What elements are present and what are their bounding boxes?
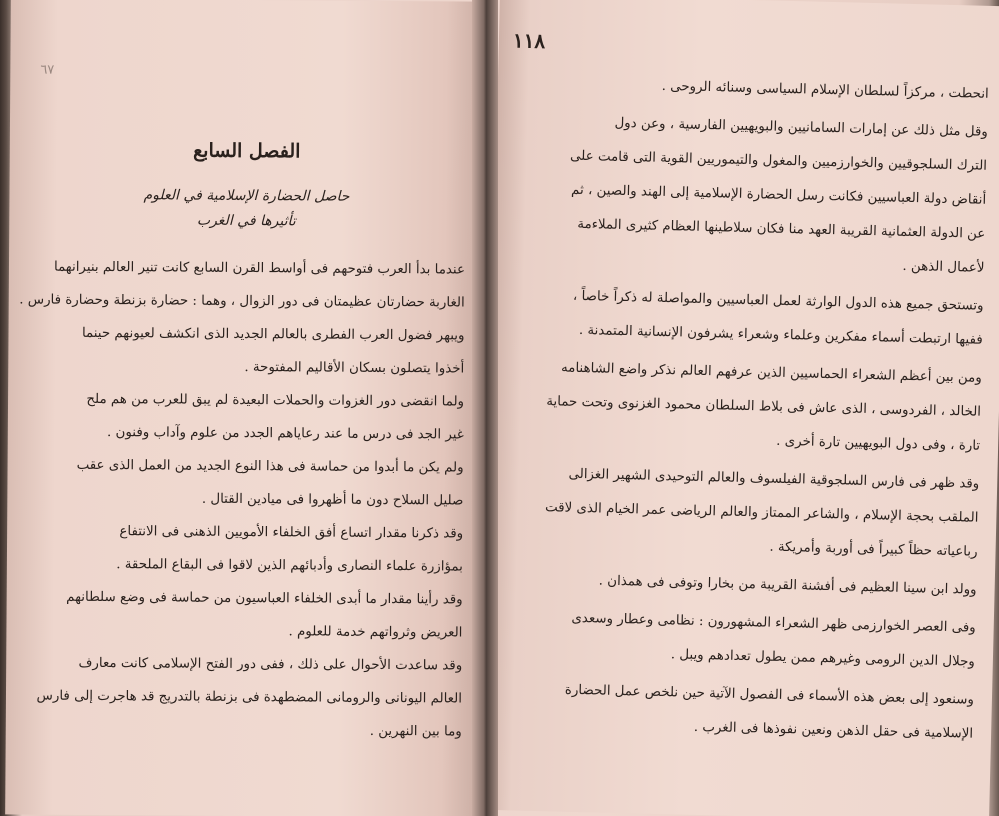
text-line: وما بين النهرين . [369,723,462,740]
text-line: وولد ابن سينا العظيم فى أفشنة القريبة من بخارا وتوفى فى همذان . [598,573,977,598]
page-corner-mark: ٦٧ [40,62,55,78]
text-line: ويبهر فضول العرب الفطرى بالعالم الجديد الذى انكشف لعيونهم حينما [81,325,465,344]
text-line: ولما انقضى دور الغزوات والحملات البعيدة لم يبق للعرب من هم ملح [86,391,465,410]
text-line: وقل مثل ذلك عن إمارات السامانيين والبويهيين الفارسية ، وعن دول [614,115,988,140]
text-line: لأعمال الذهن . [902,258,985,276]
text-line: وقد رأينا مقدار ما أبدى الخلفاء العباسيون من حماسة فى وضع سلطانهم [66,589,463,608]
text-line: أخذوا يتصلون بسكان الأقاليم المفتوحة . [244,359,465,377]
page-number: ١١٨ [512,28,546,54]
text-line: وقد ظهر فى فارس السلجوقية الفيلسوف والعالم التوحيدى الشهير الغزالى [568,466,980,492]
text-line: صليل السلاح دون ما أظهروا فى ميادين القتال . [201,491,464,509]
text-line: وتستحق جميع هذه الدول الوارثة لعمل العباسيين والمواصلة له ذكراً خاصاً ، [572,288,984,314]
text-line: العالم اليونانى والرومانى المضطهدة فى بزنطة بالتدريج قد هاجرت إلى فارس [36,688,463,707]
chapter-heading-line: تأثيرها في الغرب [196,212,296,230]
text-line: بمؤازرة علماء النصارى وأدبائهم الذين لاقوا فى البقاع الملحقة . [116,557,463,575]
left-page [5,0,485,816]
text-line: وقد ساعدت الأحوال على ذلك ، ففى دور الفتح الإسلامى كانت معارف [78,655,463,674]
text-line: العريض وثرواتهم خدمة للعلوم . [288,624,463,641]
text-line: وسنعود إلى بعض هذه الأسماء فى الفصول الآتية حين نلخص عمل الحضارة [564,682,975,708]
text-line: عن الدولة العثمانية القريبة العهد منا فكان سلاطينها العظام كثيرى الملاءمة [577,216,986,242]
text-line: الملقب بحجة الإسلام ، والشاعر الممتاز والعالم الرياضى عمر الخيام الذى لاقت [544,500,979,526]
text-line: الخالد ، الفردوسى ، الذى عاش فى بلاط السلطان محمود الغزنوى وتحت حماية [546,394,982,420]
text-line: وقد ذكرنا مقدار اتساع أفق الخلفاء الأمويين الذهنى فى الانتفاع [119,524,464,542]
text-line: الغاربة حضارتان عظيمتان فى دور الزوال ، وهما : حضارة بزنطة وحضارة فارس . [19,292,465,311]
book-gutter [472,0,498,816]
chapter-heading-line: حاصل الحضارة الإسلامية في العلوم [143,187,350,205]
text-line: رباعياته حظاً كبيراً فى أوربة وأمريكة . [769,539,978,560]
text-line: الترك السلجوقيين والخوارزميين والمغول والتيموريين القوية التى قامت على [569,148,988,174]
text-line: وفى العصر الخوارزمى ظهر الشعراء المشهورون : نظامى وعطار وسعدى [571,610,976,636]
text-line: أنقاض دولة العباسيين فكانت رسل الحضارة الإسلامية إلى الهند والصين ، ثم [570,182,987,208]
text-line: وجلال الدين الرومى وغيرهم ممن يطول تعدادهم ويبل . [670,647,976,670]
text-line: الإسلامية فى حقل الذهن ونعين نفوذها فى الغرب . [693,719,974,742]
text-line: تارة ، وفى دول البويهيين تارة أخرى . [776,433,981,454]
text-line: عندما بدأ العرب فتوحهم فى أواسط القرن السابع كانت تنير العالم بنيرانهما [53,259,466,278]
chapter-title: الفصل السابع [193,139,301,163]
text-line: ولم يكن ما أبدوا من حماسة فى هذا النوع الجديد من العمل الذى عقب [76,457,464,476]
text-line: انحطت ، مركزاً لسلطان الإسلام السياسى وسنائه الروحى . [661,78,989,102]
text-line: ففيها ارتبطت أسماء مفكرين وعلماء وشعراء يشرفون الإنسانية المتمدنة . [578,322,983,348]
text-line: ومن بين أعظم الشعراء الحماسيين الذين عرفهم العالم نذكر واضع الشاهنامه [560,360,982,386]
right-page [480,0,999,816]
text-line: غير الجد فى درس ما عند رعاياهم الجدد من علوم وآداب وفنون . [106,425,464,443]
